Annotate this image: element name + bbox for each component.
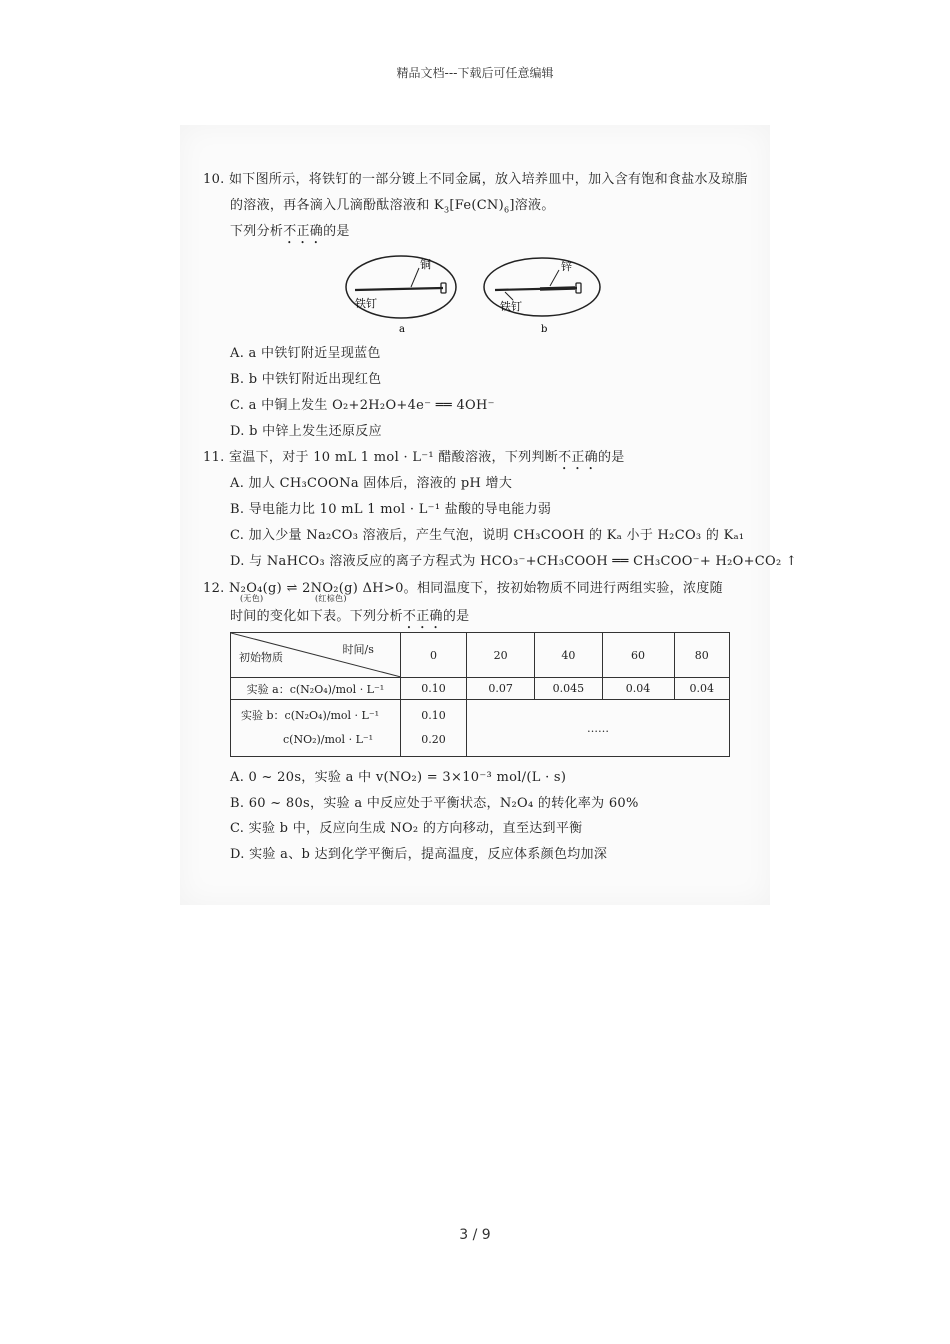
row-a-cell: 0.045 <box>535 678 602 700</box>
row-b-label: 实验 b：c(N₂O₄)/mol · L⁻¹ c(NO₂)/mol · L⁻¹ <box>231 700 401 757</box>
q10-option-c: C. a 中铜上发生 O₂+2H₂O+4e⁻ ══ 4OH⁻ <box>230 398 495 413</box>
emphasis-not-correct: 不正确 <box>402 609 443 624</box>
table-diagonal-header <box>231 633 401 678</box>
q12-option-d: D. 实验 a、b 达到化学平衡后，提高温度，反应体系颜色均加深 <box>230 847 608 862</box>
figure-label-b: b <box>541 324 548 335</box>
nail-label-a: 铁钉 <box>355 297 377 310</box>
q12-stem-line2: 时间的变化如下表。下列分析不正确的是 <box>230 609 470 624</box>
q11-option-a: A. 加人 CH₃COONa 固体后，溶液的 pH 增大 <box>230 476 513 491</box>
row-a-cell: 0.07 <box>467 678 535 700</box>
q10-option-a: A. a 中铁钉附近呈现蓝色 <box>230 346 381 361</box>
q11-stem: 11. 室温下，对于 10 mL 1 mol · L⁻¹ 醋酸溶液，下列判断不正确的是 <box>203 450 625 465</box>
zinc-label: 锌 <box>561 260 572 273</box>
figure-label-a: a <box>399 324 405 335</box>
q10-stem-line1: 10. 如下图所示，将铁钉的一部分镀上不同金属，放入培养皿中，加入含有饱和食盐水及琼脂 <box>203 172 748 187</box>
time-col: 80 <box>674 633 729 678</box>
row-a-cell: 0.04 <box>602 678 674 700</box>
page-header: 精品文档---下载后可任意编辑 <box>396 66 554 80</box>
zinc-coating <box>540 288 575 289</box>
time-col: 60 <box>602 633 674 678</box>
row-b-values: 0.10 0.20 <box>400 700 466 757</box>
q11-option-d: D. 与 NaHCO₃ 溶液反应的离子方程式为 HCO₃⁻+CH₃COOH ══ CH₃COO⁻+ H₂O+CO₂ ↑ <box>230 554 798 569</box>
q11-option-c: C. 加入少量 Na₂CO₃ 溶液后，产生气泡，说明 CH₃COOH 的 Kₐ 小于 H₂CO₃ 的 Kₐ₁ <box>230 528 745 543</box>
q12-stem-line1: 12. N₂O₄(g) ⇌ 2NO₂(g) ΔH>0。相同温度下，按初始物质不同进行两组实验，浓度随 <box>203 581 723 596</box>
nail-label-b: 铁钉 <box>500 300 522 313</box>
q10-option-d: D. b 中锌上发生还原反应 <box>230 424 382 439</box>
petri-dish-figure <box>345 252 605 337</box>
page-number: 3 / 9 <box>459 1227 491 1243</box>
row-a-label: 实验 a：c(N₂O₄)/mol · L⁻¹ <box>231 678 401 700</box>
emphasis-not-correct: 不正确 <box>558 450 598 465</box>
row-a-cell: 0.10 <box>400 678 466 700</box>
time-col: 40 <box>535 633 602 678</box>
nail-a <box>355 288 443 290</box>
q10-question: 下列分析不正确的是 <box>230 224 350 239</box>
q12-label-brown: (红棕色) <box>315 594 347 603</box>
q10-stem-line2: 的溶液，再各滴入几滴酚酞溶液和 $K_3[Fe(CN)_6]$溶液。 <box>230 198 555 215</box>
emphasis-not-correct: 不正确 <box>283 224 324 239</box>
q11-option-b: B. 导电能力比 10 mL 1 mol · L⁻¹ 盐酸的导电能力弱 <box>230 502 552 517</box>
q12-label-colorless: (无色) <box>240 594 264 603</box>
q12-option-b: B. 60 ~ 80s，实验 a 中反应处于平衡状态，N₂O₄ 的转化率为 60% <box>230 796 639 811</box>
row-b-ellipsis: …… <box>467 700 730 757</box>
q10-option-b: B. b 中铁钉附近出现红色 <box>230 372 382 387</box>
time-col: 0 <box>400 633 466 678</box>
header-time: 时间/s <box>342 643 374 656</box>
copper-label: 铜 <box>420 258 431 271</box>
q12-option-c: C. 实验 b 中，反应向生成 NO₂ 的方向移动，直至达到平衡 <box>230 821 583 836</box>
concentration-table <box>230 632 730 757</box>
time-col: 20 <box>467 633 535 678</box>
row-a-cell: 0.04 <box>674 678 729 700</box>
header-initial: 初始物质 <box>239 651 283 664</box>
q12-option-a: A. 0 ~ 20s，实验 a 中 v(NO₂) = 3×10⁻³ mol/(L · s) <box>230 770 567 785</box>
